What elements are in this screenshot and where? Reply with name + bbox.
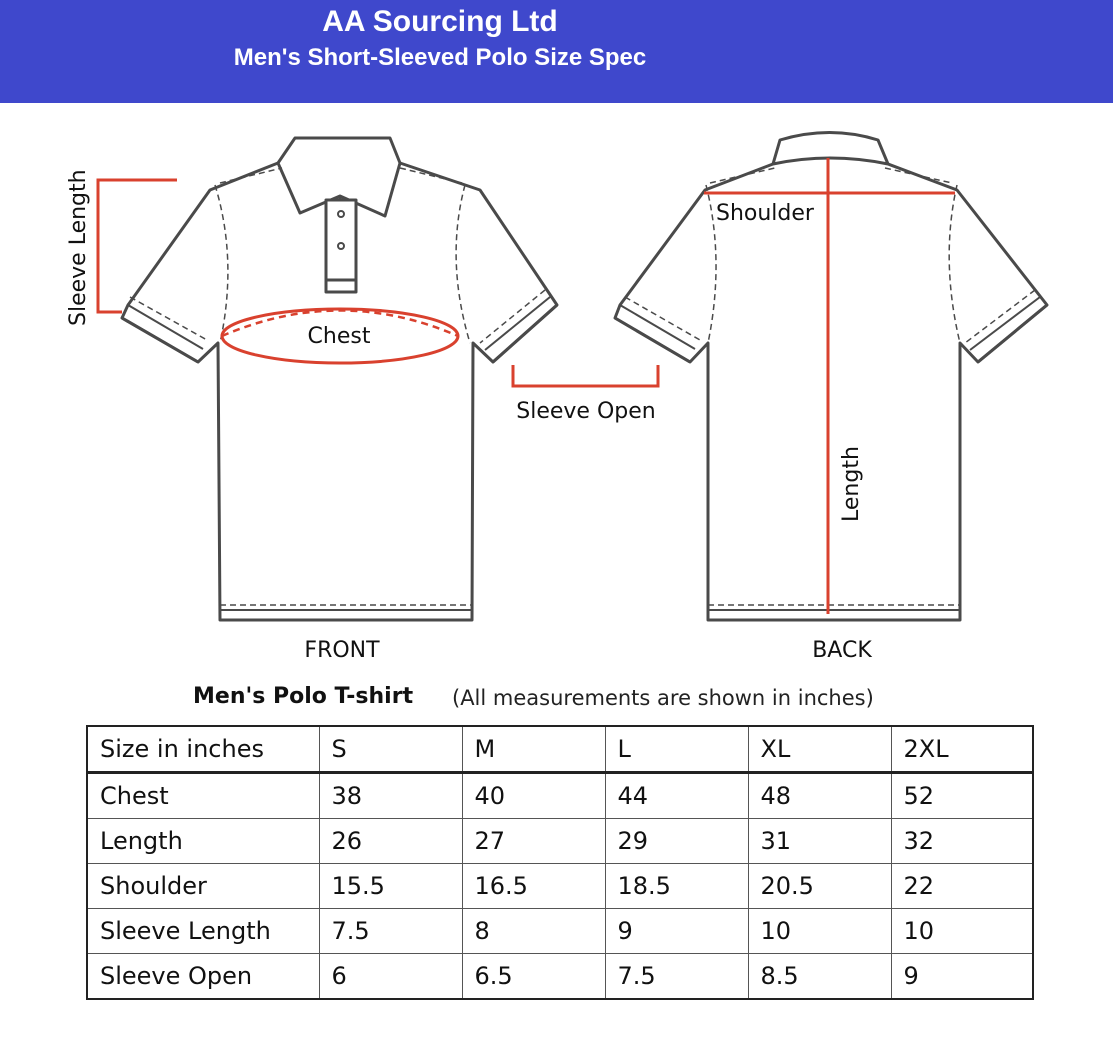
table-cell: 7.5 xyxy=(605,954,748,1000)
header-banner xyxy=(0,0,1113,103)
back-shirt-drawing xyxy=(615,133,1047,621)
table-cell: 52 xyxy=(891,773,1033,819)
table-cell: 9 xyxy=(891,954,1033,1000)
table-row xyxy=(87,864,1033,909)
front-shirt-drawing xyxy=(122,138,557,620)
table-cell: 8.5 xyxy=(748,954,891,1000)
table-cell: 10 xyxy=(748,909,891,954)
length-label: Length xyxy=(839,446,864,522)
table-row xyxy=(87,909,1033,954)
header-cell: S xyxy=(319,726,462,773)
sleeve-open-bracket xyxy=(513,365,658,386)
table-cell: 29 xyxy=(605,819,748,864)
table-cell: 6.5 xyxy=(462,954,605,1000)
table-cell: 18.5 xyxy=(605,864,748,909)
table-cell: 31 xyxy=(748,819,891,864)
table-cell: 22 xyxy=(891,864,1033,909)
row-label-cell: Chest xyxy=(87,773,319,819)
table-cell: 38 xyxy=(319,773,462,819)
document-subtitle: Men's Short-Sleeved Polo Size Spec xyxy=(233,44,647,71)
table-row xyxy=(87,954,1033,1000)
row-label-cell: Sleeve Length xyxy=(87,909,319,954)
polo-diagram xyxy=(0,103,1113,673)
row-label-cell: Length xyxy=(87,819,319,864)
sleeve-length-label: Sleeve Length xyxy=(66,169,91,326)
table-note: (All measurements are shown in inches) xyxy=(452,686,874,710)
table-cell: 10 xyxy=(891,909,1033,954)
table-cell: 44 xyxy=(605,773,748,819)
table-header-row xyxy=(87,726,1033,773)
header-cell: L xyxy=(605,726,748,773)
table-cell: 20.5 xyxy=(748,864,891,909)
chest-label: Chest xyxy=(307,324,371,349)
table-cell: 7.5 xyxy=(319,909,462,954)
table-cell: 26 xyxy=(319,819,462,864)
size-spec-table xyxy=(86,725,1034,1000)
table-cell: 15.5 xyxy=(319,864,462,909)
header-cell: M xyxy=(462,726,605,773)
row-label-cell: Sleeve Open xyxy=(87,954,319,1000)
back-view-label: BACK xyxy=(812,638,872,663)
table-row xyxy=(87,819,1033,864)
row-label-cell: Shoulder xyxy=(87,864,319,909)
header-cell: Size in inches xyxy=(87,726,319,773)
table-cell: 8 xyxy=(462,909,605,954)
table-cell: 9 xyxy=(605,909,748,954)
table-title: Men's Polo T-shirt xyxy=(193,684,414,709)
table-cell: 6 xyxy=(319,954,462,1000)
table-cell: 32 xyxy=(891,819,1033,864)
table-cell: 40 xyxy=(462,773,605,819)
sleeve-open-label: Sleeve Open xyxy=(516,399,656,424)
shoulder-label: Shoulder xyxy=(716,201,814,226)
table-cell: 48 xyxy=(748,773,891,819)
table-row xyxy=(87,773,1033,819)
header-cell: 2XL xyxy=(891,726,1033,773)
table-cell: 16.5 xyxy=(462,864,605,909)
table-cell: 27 xyxy=(462,819,605,864)
header-cell: XL xyxy=(748,726,891,773)
company-name: AA Sourcing Ltd xyxy=(322,5,558,38)
front-view-label: FRONT xyxy=(304,638,380,663)
